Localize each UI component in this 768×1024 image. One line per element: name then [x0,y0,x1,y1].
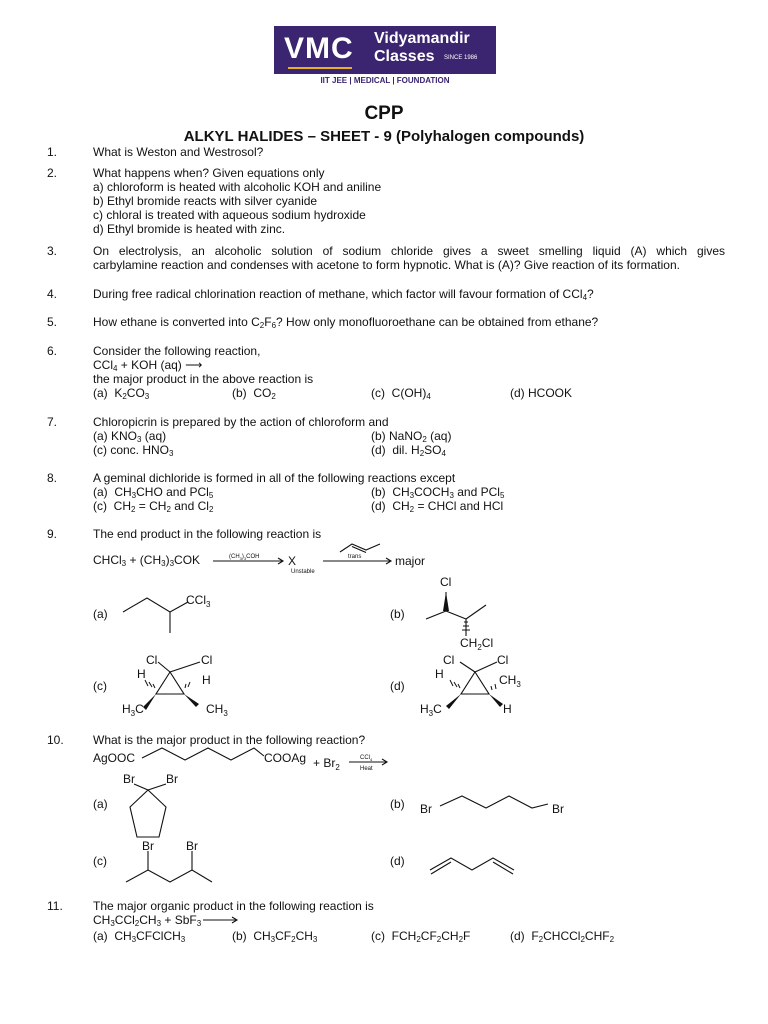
logo-tagline: IIT JEE | MEDICAL | FOUNDATION [320,76,450,85]
q8-option-b: (b) $CH_3COCH_3$ and PCl$_5$ [371,485,505,500]
q4-number: 4. [47,287,58,301]
q9-b-wedge [443,592,449,611]
svg-text:Br: Br [186,839,198,853]
q3-number: 3. [47,244,58,258]
svg-text:H3C: $H_3C$ [420,702,442,718]
q2-text: What happens when? Given equations only [93,166,325,180]
q7-option-d: (d) dil. $H_2SO_4$ [371,443,446,458]
svg-text:Br: Br [166,772,178,786]
svg-text:CCl3: CCl$_3$ [186,593,211,609]
q10-c-chain [126,870,212,882]
page-title: CPP [364,103,404,124]
q6-number: 6. [47,344,58,358]
svg-text:Br: Br [552,802,564,816]
q7-option-c: (c) conc. $HNO_3$ [93,443,174,458]
trans-butene-structure [340,544,380,552]
logo-line1: Vidyamandir [374,30,470,47]
q2-option-d: d) Ethyl bromide is heated with zinc. [93,222,286,236]
q9-opt-c: (c) [93,679,107,693]
q10-ccl4: CCl$_4$ [360,755,373,762]
q9-number: 9. [47,527,58,541]
q9-c-wedge-left [143,694,156,710]
q11-option-a: (a) $CH_3CFClCH_3$ [93,929,186,944]
q2-option-b: b) Ethyl bromide reacts with silver cyanide [93,194,318,208]
svg-text:Cl: Cl [443,653,455,667]
q10-chain [142,748,264,760]
q9-reagent: $(CH_3)_3COH$ [229,554,260,561]
q4-text: During free radical chlorination reaction of methane, which factor will favour formation of CCl$_4$? [93,287,594,302]
q6-option-c: (c) $C(OH)_4$ [371,386,431,401]
q6-text: Consider the following reaction, [93,344,261,358]
q10-right-group: COOAg [264,751,307,765]
q10-d-chain [430,858,514,870]
q11-option-b: (b) $CH_3CF_2CH_3$ [232,929,318,944]
q11-option-c: (c) $FCH_2CF_2CH_2F$ [371,929,471,944]
q8-text: A geminal dichloride is formed in all of the following reactions except [93,471,456,485]
svg-text:Cl: Cl [146,653,158,667]
svg-text:H3C: $H_3C$ [122,702,144,718]
svg-text:Cl: Cl [497,653,509,667]
svg-text:Cl: Cl [201,653,213,667]
q9-major: major [395,554,426,568]
q9-a-structure [123,598,188,612]
svg-text:H: H [503,702,512,716]
q10-opt-c: (c) [93,854,107,868]
q9-opt-b: (b) [390,607,405,621]
q9-trans: trans [348,554,362,560]
q9-opt-d: (d) [390,679,405,693]
logo-line2: Classes [374,48,435,65]
sheet-subtitle: ALKYL HALIDES – SHEET - 9 (Polyhalogen compounds) [183,128,585,145]
q9-opt-a: (a) [93,607,108,621]
q10-b-chain [440,796,548,808]
svg-text:H: H [435,667,444,681]
q10-opt-b: (b) [390,797,405,811]
q5-number: 5. [47,315,58,329]
q2-option-c: c) chloral is treated with aqueous sodium hydroxide [93,208,366,222]
q6-option-d: (d) HCOOK [510,386,573,400]
q9-d-wedge-left [446,694,461,709]
q7-text: Chloropicrin is prepared by the action of chloroform and [93,415,389,429]
q10-left-group: AgOOC [93,751,136,765]
q7-number: 7. [47,415,58,429]
q2-number: 2. [47,166,58,180]
q10-opt-a: (a) [93,797,108,811]
q1-number: 1. [47,145,58,159]
q7-option-a: (a) $KNO_3$ (aq) [93,429,167,444]
q8-number: 8. [47,471,58,485]
q6-text2: the major product in the above reaction is [93,372,314,386]
svg-text:Cl: Cl [440,575,452,589]
q7-option-b: (b) NaNO$_2$ (aq) [371,429,452,444]
q11-reaction: $CH_3CCl_2CH_3 + SbF_3$ [93,913,202,928]
q6-option-a: (a) $K_2CO_3$ [93,386,150,401]
svg-text:CH3: $CH_3$ [206,702,228,718]
q2-option-a: a) chloroform is heated with alcoholic KOH and aniline [93,180,382,194]
svg-text:CH2Cl: $CH_2Cl$ [460,636,494,652]
q9-text: The end product in the following reaction is [93,527,322,541]
svg-text:Br: Br [420,802,432,816]
q11-option-d: (d) $F_2CHCCl_2CHF_2$ [510,929,615,944]
q10-heat: Heat [360,766,373,772]
q3-line1: On electrolysis, an alcoholic solution of sodium chloride gives a sweet smelling liquid (A) which gives [93,244,725,258]
q9-unstable: Unstable [291,569,315,575]
svg-text:Br: Br [142,839,154,853]
q9-d-ring [461,672,489,694]
q8-option-d: (d) $CH_2$ = CHCl and HCl [371,499,504,514]
q9-c-wedge-right [184,694,199,707]
q9-x: X [288,554,297,568]
q9-d-wedge-right [489,694,503,707]
q5-text: How ethane is converted into $C_2F_6$? How only monofluoroethane can be obtained from ethane? [93,315,599,330]
svg-text:CH3: $CH_3$ [499,673,521,689]
q10-a-ring [130,790,166,837]
q6-reaction: CCl$_4$ + KOH (aq) ⟶ [93,358,203,373]
logo-main: VMC [284,32,354,65]
svg-text:+ Br2: + $Br_2$ [313,756,340,772]
q9-reaction-reactants: CHCl$_3$ + $(CH_3)_3COK$ [93,553,201,568]
q6-option-b: (b) $CO_2$ [232,386,276,401]
svg-text:H: H [137,667,146,681]
logo-since: SINCE 1986 [444,55,478,61]
q1-text: What is Weston and Westrosol? [93,145,264,159]
svg-text:H: H [202,673,211,687]
svg-text:Br: Br [123,772,135,786]
q3-line2: carbylamine reaction and condenses with acetone to form hypnotic. What is (A)? Give reaction of its formation. [93,258,680,272]
q10-opt-d: (d) [390,854,405,868]
q8-option-c: (c) $CH_2 = CH_2$ and $Cl_2$ [93,499,214,514]
q10-number: 10. [47,733,64,747]
q9-c-ring [156,672,184,694]
q10-text: What is the major product in the following reaction? [93,733,366,747]
q11-number: 11. [47,899,63,913]
q11-text: The major organic product in the following reaction is [93,899,374,913]
q8-option-a: (a) $CH_3CHO$ and PCl$_5$ [93,485,214,500]
